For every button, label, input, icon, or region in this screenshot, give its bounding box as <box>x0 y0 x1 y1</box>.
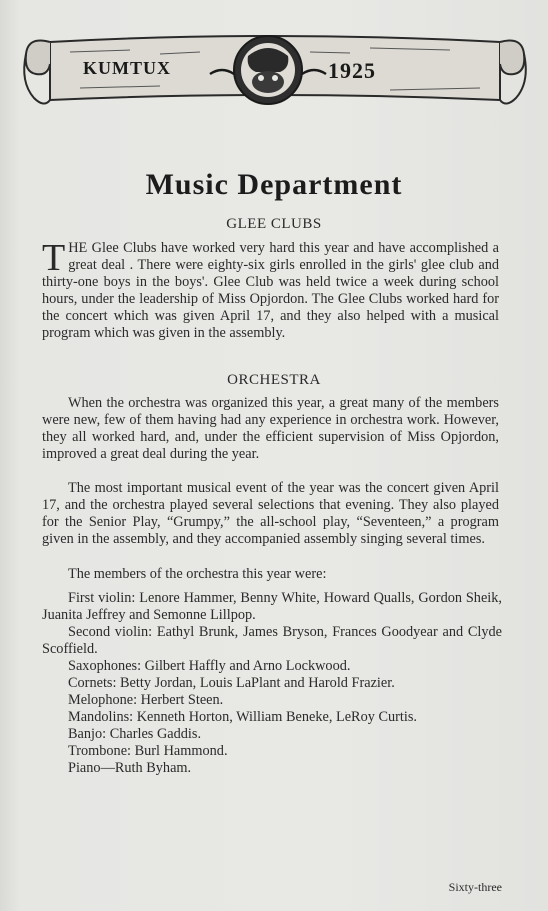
orchestra-paragraph-1: When the orchestra was organized this year, a great many of the members were new, few of them having had any experience in orchestra work. However, they all worked hard, and, under the efficient supervision of Miss Opjordon, improved a great deal during the year. <box>42 395 499 462</box>
member-section-mandolins: Mandolins: Kenneth Horton, William Beneke, LeRoy Curtis. <box>68 709 417 725</box>
kumtux-banner <box>10 12 530 112</box>
glee-clubs-heading: GLEE CLUBS <box>226 216 322 232</box>
member-section-saxophones: Saxophones: Gilbert Haffly and Arno Lockwood. <box>68 658 351 674</box>
member-section-banjo: Banjo: Charles Gaddis. <box>68 726 202 742</box>
member-section-first-violin: First violin: Lenore Hammer, Benny White, Howard Qualls, Gordon Sheik, Juanita Jeffrey and Semonne Lillpop. <box>42 590 502 623</box>
orchestra-heading: ORCHESTRA <box>227 372 321 388</box>
member-section-trombone: Trombone: Burl Hammond. <box>68 743 228 759</box>
banner-year: 1925 <box>328 58 376 83</box>
orchestra-paragraph-2: The most important musical event of the year was the concert given April 17, and the orchestra played several selections that evening. They also played for the Senior Play, “Grumpy,” the all-school play, “Seventeen,” a program given in the assembly, and they accompanied assembly singing several times. <box>42 480 499 547</box>
member-section-cornets: Cornets: Betty Jordan, Louis LaPlant and Harold Frazier. <box>68 675 395 691</box>
page-title: Music Department <box>145 168 403 201</box>
glee-clubs-text: HE Glee Clubs have worked very hard this year and have accomplished a great deal . There were eighty-six girls enrolled in the girls' glee club and thirty-one boys in the boys'. Glee Club was held twice a week during school hours, under the leadership of Miss Opjordon. The Glee Clubs worked hard for the concert which was given April 17, and they also helped with a musical program which was given in the assembly. <box>42 240 499 341</box>
orchestra-paragraph-3: The members of the orchestra this year were: <box>68 566 327 582</box>
page-number: Sixty-three <box>448 880 502 894</box>
banner-yearbook-name: KUMTUX <box>83 58 171 78</box>
member-section-second-violin: Second violin: Eathyl Brunk, James Bryson, Frances Goodyear and Clyde Scoffield. <box>42 624 502 657</box>
member-section-melophone: Melophone: Herbert Steen. <box>68 692 224 708</box>
drop-cap: T <box>42 237 66 279</box>
member-section-piano: Piano—Ruth Byham. <box>68 760 192 776</box>
glee-clubs-paragraph <box>42 237 499 342</box>
